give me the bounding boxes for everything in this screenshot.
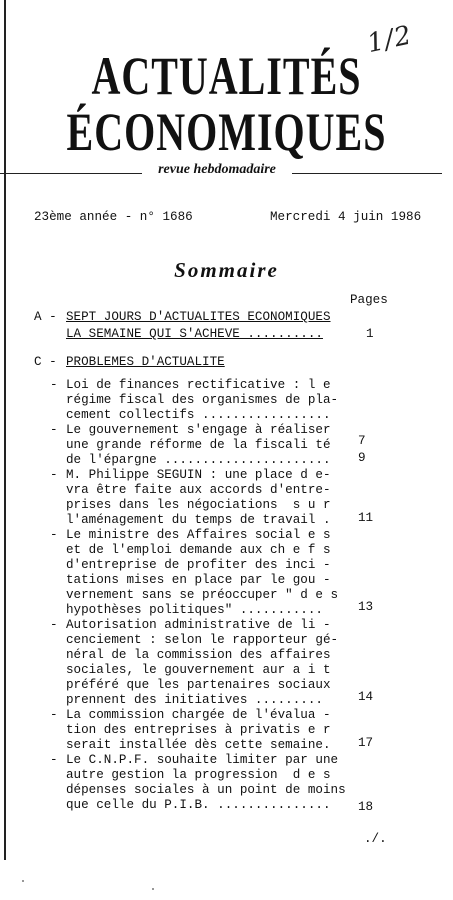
item-dash: - [50, 423, 58, 437]
item-line: cement collectifs ................. [66, 408, 331, 422]
item-line: une grande réforme de la fiscali té [66, 438, 331, 452]
scan-speck [22, 880, 24, 882]
issue-number: 23ème année - n° 1686 [34, 210, 193, 224]
item-page: 13 [358, 600, 374, 614]
item-line: hypothèses politiques" ........... [66, 603, 323, 617]
item-line: d'entreprise de profiter des inci - [66, 558, 331, 572]
item-line: Autorisation administrative de li - [66, 618, 331, 632]
item-line: que celle du P.I.B. ............... [66, 798, 331, 812]
issue-date: Mercredi 4 juin 1986 [270, 210, 422, 224]
handwritten-note: 1/2 [364, 20, 415, 60]
item-page: 14 [358, 690, 374, 704]
section-letter: A - [34, 310, 57, 324]
scan-speck [152, 888, 154, 890]
section-letter: C - [34, 355, 57, 369]
item-line: régime fiscal des organismes de pla- [66, 393, 339, 407]
item-line: dépenses sociales à un point de moins [66, 783, 346, 797]
toc-section-a [0, 310, 453, 328]
item-line: l'aménagement du temps de travail . [66, 513, 331, 527]
item-page: 11 [358, 511, 374, 525]
item-line: Loi de finances rectificative : l e [66, 378, 331, 392]
subtitle-rule-left [0, 173, 142, 174]
subtitle-rule-right [292, 173, 442, 174]
section-title-line: SEPT JOURS D'ACTUALITES ECONOMIQUES [66, 310, 331, 324]
item-line: Le ministre des Affaires social e s [66, 528, 331, 542]
item-line: néral de la commission des affaires [66, 648, 331, 662]
item-line: de l'épargne ...................... [66, 453, 331, 467]
item-line: et de l'emploi demande aux ch e f s [66, 543, 331, 557]
section-title-line: LA SEMAINE QUI S'ACHEVE .......... [66, 327, 323, 341]
masthead-subtitle: revue hebdomadaire [158, 162, 276, 177]
item-dash: - [50, 528, 58, 542]
continued-mark: ./. [364, 832, 387, 846]
item-line: vernement sans se préoccuper " d e s [66, 588, 339, 602]
item-line: sociales, le gouvernement aur a i t [66, 663, 331, 677]
item-line: M. Philippe SEGUIN : une place d e- [66, 468, 331, 482]
item-page: 9 [358, 451, 366, 465]
item-line: tations mises en place par le gou - [66, 573, 331, 587]
item-page: 7 [358, 434, 366, 448]
item-dash: - [50, 753, 58, 767]
item-line: préféré que les partenaires sociaux [66, 678, 331, 692]
item-line: prennent des initiatives ......... [66, 693, 323, 707]
section-title-line: PROBLEMES D'ACTUALITE [66, 355, 225, 369]
toc-section-a-line-2 [0, 327, 453, 345]
item-page: 17 [358, 736, 374, 750]
item-line: Le C.N.P.F. souhaite limiter par une [66, 753, 339, 767]
item-line: serait installée dès cette semaine. [66, 738, 331, 752]
item-dash: - [50, 378, 58, 392]
item-line: Le gouvernement s'engage à réaliser [66, 423, 331, 437]
item-line: vra être faite aux accords d'entre- [66, 483, 331, 497]
item-page: 18 [358, 800, 374, 814]
item-dash: - [50, 618, 58, 632]
item-line: tion des entreprises à privatis e r [66, 723, 331, 737]
item-dash: - [50, 468, 58, 482]
masthead-line-1: ACTUALITÉS [91, 45, 362, 107]
masthead-line-2: ÉCONOMIQUES [66, 101, 387, 163]
toc-section-c [0, 355, 453, 373]
item-dash: - [50, 708, 58, 722]
section-page: 1 [366, 327, 374, 341]
summary-title: Sommaire [174, 258, 279, 282]
masthead-subtitle-row [0, 162, 453, 184]
item-line: La commission chargée de l'évalua - [66, 708, 331, 722]
item-line: autre gestion la progression d e s [66, 768, 331, 782]
item-line: prises dans les négociations s u r [66, 498, 331, 512]
pages-column-label: Pages [350, 293, 388, 307]
item-line: cenciement : selon le rapporteur gé- [66, 633, 339, 647]
